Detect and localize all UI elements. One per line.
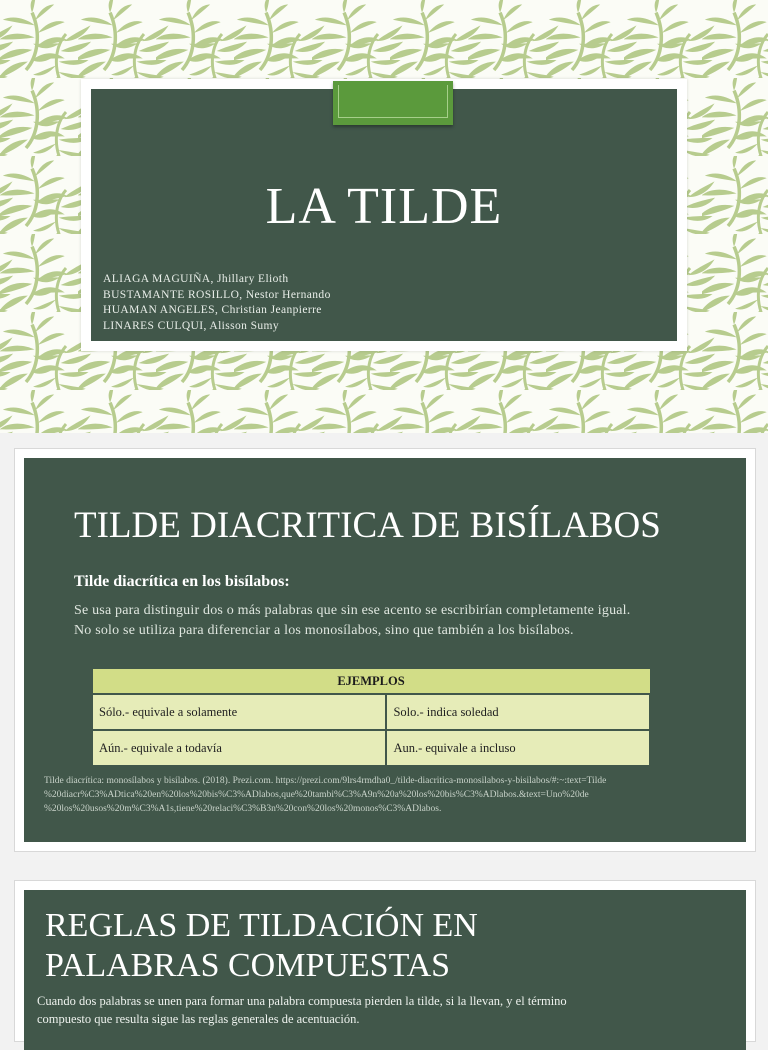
author-item: BUSTAMANTE ROSILLO, Nestor Hernando [103, 288, 331, 301]
slide-panel [24, 458, 746, 842]
table-row [92, 694, 650, 730]
body-paragraph: Se usa para distinguir dos o más palabras que sin ese acento se escribirían completamente igual. [74, 603, 631, 618]
author-item: ALIAGA MAGUIÑA, Jhillary Elioth [103, 273, 289, 285]
slide-subtitle: Tilde diacrítica en los bisílabos: [74, 573, 290, 590]
body-paragraph: Cuando dos palabras se unen para formar una palabra compuesta pierden la tilde, si la llevan, y el término [37, 994, 567, 1008]
slide-title [45, 906, 478, 986]
slide-title-line: REGLAS DE TILDACIÓN EN [45, 907, 478, 944]
citation-line: %20los%20usos%20m%C3%A1s,tiene%20relaci%C3%B3n%20con%20los%20monos%C3%ADlabos. [44, 804, 442, 814]
citation-line: %20diacr%C3%ADtica%20en%20los%20bis%C3%ADlabos,que%20tambi%C3%A9n%20a%20los%20bis%C3%ADlabos.&text=Uno%20de [44, 790, 589, 800]
slide-body [74, 601, 734, 641]
authors-list [103, 272, 331, 334]
body-paragraph: No solo se utiliza para diferenciar a los monosílabos, sino que también a los bisílabos. [74, 623, 574, 638]
slide-title: TILDE DIACRITICA DE BISÍLABOS [74, 505, 661, 546]
body-paragraph: compuesto que resulta sigue las reglas generales de acentuación. [37, 1012, 360, 1026]
table-cell: Solo.- indica soledad [386, 694, 650, 730]
title-panel [91, 89, 677, 341]
title-slide [0, 0, 768, 433]
table-header: EJEMPLOS [92, 669, 650, 695]
table-cell: Aún.- equivale a todavía [92, 730, 386, 766]
green-tab-accent [333, 81, 453, 125]
title-frame [81, 79, 687, 351]
table-cell: Aun.- equivale a incluso [386, 730, 650, 766]
table-cell: Sólo.- equivale a solamente [92, 694, 386, 730]
slide-panel [24, 890, 746, 1050]
author-item: HUAMAN ANGELES, Christian Jeanpierre [103, 304, 322, 316]
slide-body [37, 992, 717, 1028]
table-row [92, 730, 650, 766]
citation [44, 774, 734, 816]
compuestas-slide [14, 880, 756, 1042]
citation-line: Tilde diacrítica: monosílabos y bisílabos. (2018). Prezi.com. https://prezi.com/9lrs4rmdha0_/tilde-diacritica-monosilabos-y-bisilabos/#:~:text=Tilde [44, 776, 607, 786]
main-title: LA TILDE [265, 178, 503, 235]
examples-table [91, 668, 651, 767]
slide-title-line: PALABRAS COMPUESTAS [45, 947, 451, 984]
bisilabos-slide [14, 448, 756, 852]
author-item: LINARES CULQUI, Alisson Sumy [103, 319, 280, 332]
